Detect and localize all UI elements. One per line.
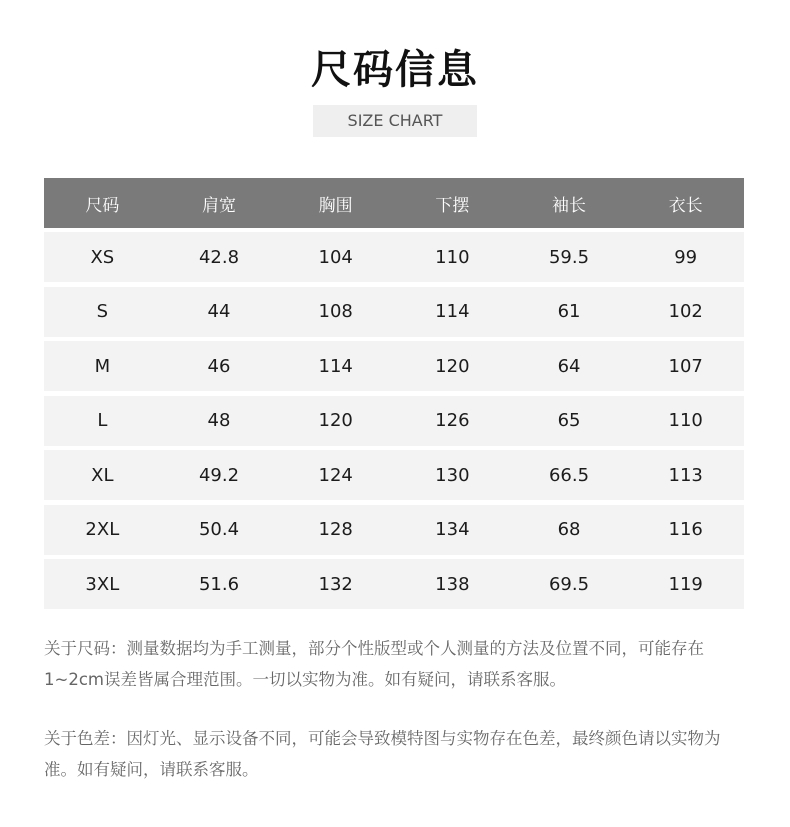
cell-shoulder-width: 51.6 bbox=[198, 573, 240, 595]
cell-size: M bbox=[94, 355, 111, 377]
cell-size: XS bbox=[90, 246, 115, 268]
cell-chest: 108 bbox=[318, 301, 353, 322]
cell-size: 2XL bbox=[85, 519, 120, 540]
cell-body-length: 116 bbox=[668, 519, 703, 540]
cell-shoulder-width: 50.4 bbox=[198, 519, 240, 540]
cell-size: 3XL bbox=[85, 573, 120, 595]
table-row bbox=[44, 232, 744, 282]
table-row bbox=[44, 505, 744, 555]
cell-shoulder-width: 49.2 bbox=[198, 464, 240, 486]
cell-chest: 128 bbox=[318, 519, 353, 540]
color-difference-note: 关于色差：因灯光、显示设备不同，可能会导致模特图与实物存在色差，最终颜色请以实物为准。如有疑问，请联系客服。 bbox=[44, 729, 721, 779]
cell-hem: 134 bbox=[435, 519, 470, 540]
cell-size: L bbox=[97, 410, 108, 431]
cell-hem: 126 bbox=[435, 410, 470, 431]
cell-shoulder-width: 48 bbox=[207, 410, 231, 431]
cell-shoulder-width: 42.8 bbox=[198, 246, 240, 268]
header-hem: 下摆 bbox=[435, 195, 470, 216]
cell-chest: 120 bbox=[318, 410, 353, 431]
cell-size: XL bbox=[91, 464, 114, 486]
cell-hem: 120 bbox=[435, 355, 470, 377]
cell-sleeve-length: 68 bbox=[557, 519, 581, 540]
cell-size: S bbox=[96, 301, 109, 322]
header-shoulder-width: 肩宽 bbox=[202, 195, 236, 216]
table-row bbox=[44, 396, 744, 446]
table-row bbox=[44, 559, 744, 609]
size-table bbox=[44, 178, 744, 614]
cell-sleeve-length: 61 bbox=[557, 301, 581, 322]
cell-chest: 104 bbox=[318, 246, 353, 268]
cell-hem: 114 bbox=[435, 301, 470, 322]
cell-sleeve-length: 69.5 bbox=[548, 573, 590, 595]
cell-hem: 138 bbox=[435, 573, 470, 595]
cell-chest: 132 bbox=[318, 573, 353, 595]
table-row bbox=[44, 450, 744, 500]
table-row bbox=[44, 287, 744, 337]
cell-sleeve-length: 59.5 bbox=[548, 246, 590, 268]
table-header-row bbox=[44, 178, 744, 228]
cell-body-length: 110 bbox=[668, 410, 703, 431]
table-row bbox=[44, 341, 744, 391]
cell-sleeve-length: 66.5 bbox=[548, 464, 590, 486]
cell-shoulder-width: 46 bbox=[207, 355, 231, 377]
header-size: 尺码 bbox=[85, 195, 120, 216]
cell-body-length: 99 bbox=[674, 246, 698, 268]
page-title: 尺码信息 bbox=[311, 47, 479, 93]
cell-sleeve-length: 64 bbox=[557, 355, 581, 377]
cell-chest: 124 bbox=[318, 464, 353, 486]
header-body-length: 衣长 bbox=[668, 195, 703, 216]
cell-hem: 130 bbox=[435, 464, 470, 486]
cell-body-length: 102 bbox=[668, 301, 703, 322]
cell-body-length: 113 bbox=[668, 464, 703, 486]
cell-shoulder-width: 44 bbox=[207, 301, 231, 322]
cell-sleeve-length: 65 bbox=[557, 410, 581, 431]
header-chest: 胸围 bbox=[318, 195, 353, 216]
cell-body-length: 107 bbox=[668, 355, 703, 377]
header-sleeve-length: 袖长 bbox=[552, 195, 587, 216]
size-measurement-note: 关于尺码：测量数据均为手工测量，部分个性版型或个人测量的方法及位置不同，可能存在1~2cm误差皆属合理范围。一切以实物为准。如有疑问，请联系客服。 bbox=[44, 639, 704, 689]
cell-hem: 110 bbox=[435, 246, 470, 268]
subtitle: SIZE CHART bbox=[313, 105, 477, 137]
cell-chest: 114 bbox=[318, 355, 353, 377]
subtitle-wrapper bbox=[0, 105, 790, 137]
cell-body-length: 119 bbox=[668, 573, 703, 595]
